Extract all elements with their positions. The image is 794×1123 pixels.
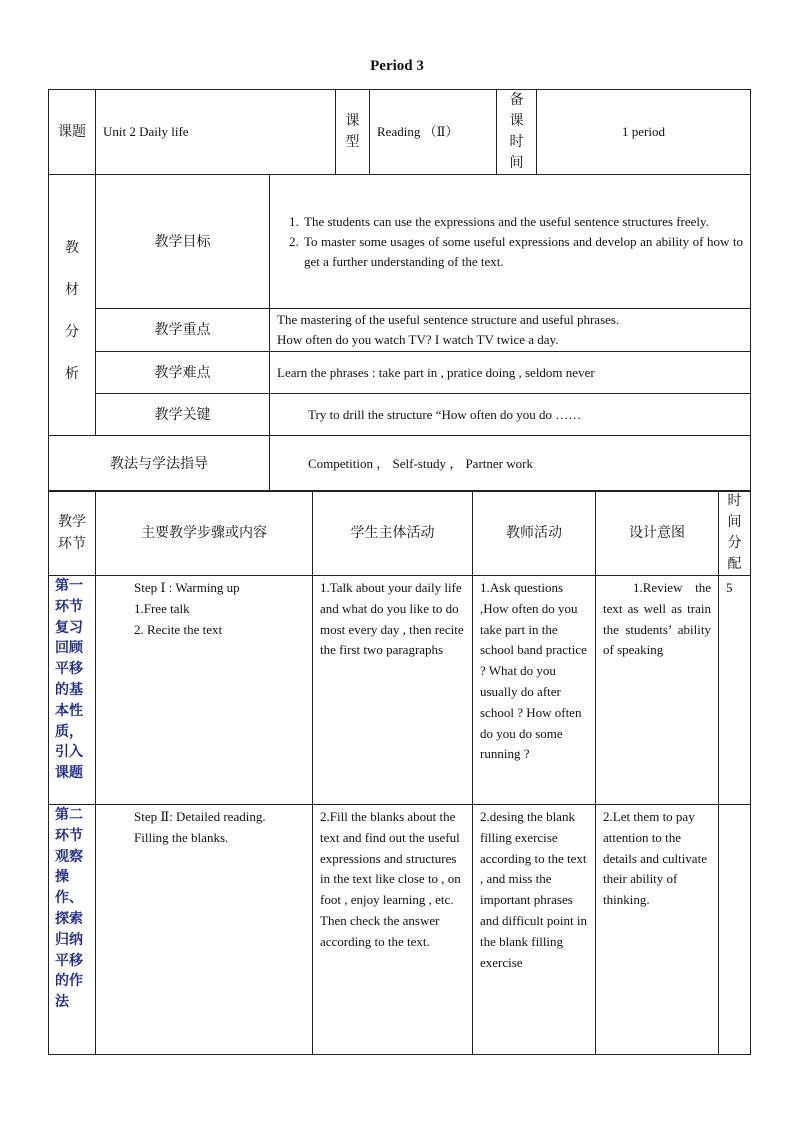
design-intent: 1.Review the text as well as train the students’ ability of speaking: [596, 576, 719, 805]
steps-cell: [96, 576, 313, 805]
teacher-activity: 1.Ask questions ,How often do you take part in the school band practice ? What do you usually do after school ? How often do you do some running ?: [473, 576, 596, 805]
student-header: 学生主体活动: [313, 491, 473, 576]
stage-text: 第一环节复习回顾平移的基本性质，引入课题: [55, 578, 83, 782]
page-title: Period 3: [370, 58, 424, 74]
header-table: [48, 89, 751, 175]
step-line: Filling the blanks.: [134, 829, 229, 845]
time-allocation: 5: [719, 576, 751, 805]
objective-item: 2. To master some usages of some useful expressions and develop an ability of how to get a further understanding of the text.: [302, 232, 743, 272]
objectives-list: [276, 212, 743, 272]
intent-header: 设计意图: [596, 491, 719, 576]
teacher-header: 教师活动: [473, 491, 596, 576]
difficulties-content: Learn the phrases : take part in , pratice doing , seldom never: [270, 352, 751, 394]
steps-cell: [96, 805, 313, 1055]
step-line: 2. Recite the text: [134, 621, 223, 637]
student-activity: 1.Talk about your daily life and what do you like to do most every day , then recite the first two paragraphs: [313, 576, 473, 805]
key-points-line: The mastering of the useful sentence structure and useful phrases.: [277, 312, 620, 327]
objectives-label: 教学目标: [96, 175, 270, 309]
teacher-activity: 2.desing the blank filling exercise according to the text , and miss the important phrases and difficult point in the blank filling exercise: [473, 805, 596, 1055]
method-label: 教法与学法指导: [49, 436, 270, 492]
student-activity: 2.Fill the blanks about the text and find out the useful expressions and structures in the text like close to , on foot , enjoy learning , etc. Then check the answer according to the text.: [313, 805, 473, 1055]
stage-cell: [49, 576, 96, 805]
analysis-side-label: 教材分析: [49, 175, 96, 436]
method-value: Competition ， Self-study ， Partner work: [270, 436, 751, 492]
step-line: 1.Free talk: [134, 600, 190, 616]
objective-item: 1. The students can use the expressions and the useful sentence structures freely.: [302, 212, 743, 232]
analysis-table: [48, 174, 751, 492]
time-header: 时间分配: [719, 491, 751, 576]
prep-value: 1 period: [537, 90, 751, 175]
topic-label: 课题: [49, 90, 96, 175]
objectives-content: [270, 175, 751, 309]
stage-text: 第二环节观察操作、探索归纳平移的作法: [55, 807, 83, 1011]
key-points-line: How often do you watch TV? I watch TV twice a day.: [277, 332, 559, 347]
key-label: 教学关键: [96, 394, 270, 436]
process-table: [48, 490, 751, 1055]
stage-header: 教学环节: [49, 491, 96, 576]
key-points-content: [270, 309, 751, 352]
key-points-label: 教学重点: [96, 309, 270, 352]
topic-value: Unit 2 Daily life: [96, 90, 336, 175]
design-intent: 2.Let them to pay attention to the details and cultivate their ability of thinking.: [596, 805, 719, 1055]
step-line: Step Ⅱ: Detailed reading.: [134, 809, 266, 824]
stage-cell: [49, 805, 96, 1055]
key-content: Try to drill the structure “How often do you do ……: [270, 394, 751, 436]
type-label: 课型: [336, 90, 370, 175]
time-allocation: [719, 805, 751, 1055]
steps-header: 主要教学步骤或内容: [96, 491, 313, 576]
difficulties-label: 教学难点: [96, 352, 270, 394]
step-line: Step Ⅰ : Warming up: [134, 580, 240, 595]
type-value: Reading （Ⅱ）: [370, 90, 497, 175]
prep-label: 备课时间: [497, 90, 537, 175]
